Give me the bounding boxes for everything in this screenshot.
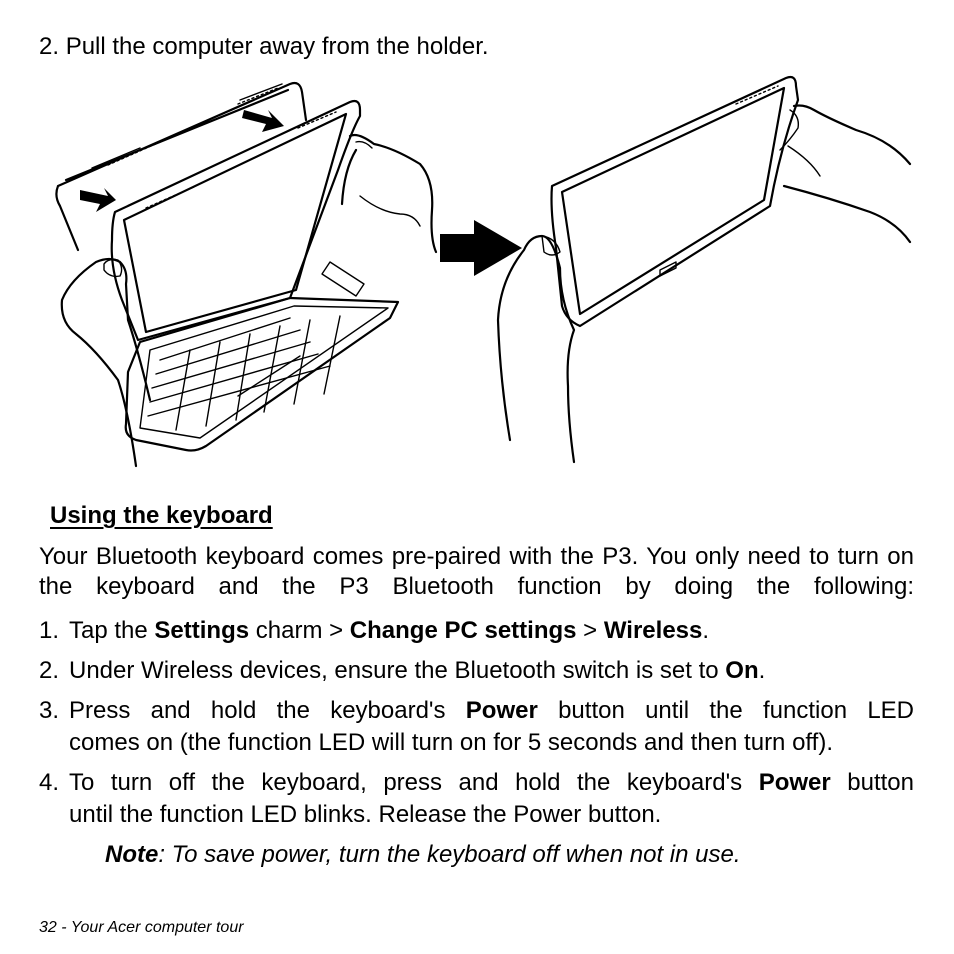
step-3-number: 3.: [39, 697, 60, 724]
step-1-number: 1.: [39, 617, 60, 644]
intro-text: Your Bluetooth keyboard comes pre-paired with the P3. You only need to turn on the keyboard and the P3 Bluetooth function by doing the following:: [39, 543, 914, 600]
step-3-line-2: comes on (the function LED will turn on for 5 seconds and then turn off).: [69, 729, 833, 756]
right-arrow: [440, 220, 522, 276]
holder-with-tablet-illustration: [56, 83, 436, 466]
intro-line-1: [39, 542, 914, 602]
step-top-number: 2.: [39, 33, 60, 60]
page-footer: 32 - Your Acer computer tour: [39, 919, 244, 936]
step-top-text: Pull the computer away from the holder.: [65, 33, 489, 60]
note-label: Note: [105, 841, 159, 868]
keyboard-keys: [148, 262, 364, 430]
step-1-text: Tap the Settings charm > Change PC settings > Wireless.: [69, 617, 710, 644]
removed-tablet-illustration: [498, 77, 910, 462]
step-4-line-1: To turn off the keyboard, press and hold the keyboard's Power button: [69, 769, 914, 796]
step-4-number: 4.: [39, 769, 60, 796]
step-4-line-2: until the function LED blinks. Release the Power button.: [69, 801, 662, 828]
note: [105, 840, 740, 870]
section-heading: Using the keyboard: [50, 502, 273, 529]
note-text: : To save power, turn the keyboard off when not in use.: [158, 841, 741, 868]
step-2-text: Under Wireless devices, ensure the Bluetooth switch is set to On.: [69, 657, 766, 684]
step-2-number: 2.: [39, 657, 60, 684]
step-3-line-1: Press and hold the keyboard's Power button until the function LED: [69, 697, 915, 724]
